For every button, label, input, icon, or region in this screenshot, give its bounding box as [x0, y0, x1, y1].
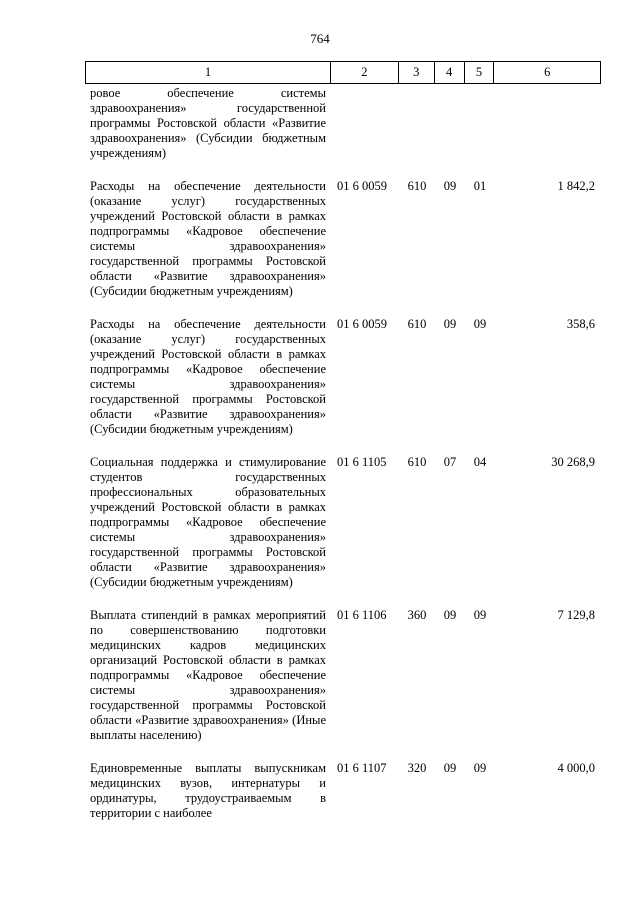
row-code: 01 6 0059	[337, 317, 387, 331]
row-amount: 358,6	[566, 317, 595, 331]
row-section: 07	[443, 455, 457, 469]
row-amount: 4 000,0	[557, 761, 595, 775]
row-subsection: 01	[473, 179, 487, 193]
row-expense-type: 360	[407, 608, 427, 622]
row-amount: 30 268,9	[551, 455, 595, 469]
header-col-4: 4	[435, 62, 465, 83]
row-code: 01 6 1106	[337, 608, 387, 622]
table-row	[85, 761, 601, 821]
row-description: Расходы на обеспечение деятельности (оказание услуг) государственных учреждений Ростовской области в рамках подпрограммы «Кадровое обеспечение системы здравоохранения» государственной программы Ростовской области «Развитие здравоохранения» (Субсидии бюджетным учреждениям)	[90, 317, 326, 436]
row-code: 01 6 1105	[337, 455, 387, 469]
row-section: 09	[443, 761, 457, 775]
table-row	[85, 455, 601, 590]
table-row	[85, 86, 601, 161]
row-expense-type: 610	[407, 317, 427, 331]
row-code: 01 6 0059	[337, 179, 387, 193]
row-description: Социальная поддержка и стимулирование студентов государственных профессиональных образовательных учреждений Ростовской области в рамках подпрограммы «Кадровое обеспечение системы здравоохранения» государственной программы Ростовской области «Развитие здравоохранения» (Субсидии бюджетным учреждениям)	[90, 455, 326, 589]
row-section: 09	[443, 608, 457, 622]
row-section: 09	[443, 317, 457, 331]
page-number: 764	[310, 31, 330, 46]
row-subsection: 04	[473, 455, 487, 469]
row-expense-type: 610	[407, 455, 427, 469]
table-row	[85, 179, 601, 299]
header-col-1: 1	[86, 62, 331, 83]
row-code: 01 6 1107	[337, 761, 387, 775]
row-subsection: 09	[473, 317, 487, 331]
row-description: ровое обеспечение системы здравоохранения» государственной программы Ростовской области «Развитие здравоохранения» (Субсидии бюджетным учреждениям)	[90, 86, 326, 160]
row-description: Расходы на обеспечение деятельности (оказание услуг) государственных учреждений Ростовской области в рамках подпрограммы «Кадровое обеспечение системы здравоохранения» государственной программы Ростовской области «Развитие здравоохранения» (Субсидии бюджетным учреждениям)	[90, 179, 326, 298]
row-expense-type: 610	[407, 179, 427, 193]
header-col-5: 5	[465, 62, 495, 83]
table-row	[85, 608, 601, 743]
budget-table	[85, 61, 601, 821]
row-subsection: 09	[473, 761, 487, 775]
table-row	[85, 317, 601, 437]
header-col-2: 2	[331, 62, 399, 83]
row-description: Единовременные выплаты выпускникам медицинских вузов, интернатуры и ординатуры, трудоустраиваемым в территории с наиболее	[90, 761, 326, 820]
row-subsection: 09	[473, 608, 487, 622]
row-expense-type: 320	[407, 761, 427, 775]
header-col-3: 3	[399, 62, 435, 83]
table-header	[85, 61, 601, 84]
row-description: Выплата стипендий в рамках мероприятий по совершенствованию подготовки медицинских кадров медицинских организаций Ростовской области в рамках подпрограммы «Кадровое обеспечение системы здравоохранения» государственной программы Ростовской области «Развитие здравоохранения» (Иные выплаты населению)	[90, 608, 326, 742]
row-amount: 7 129,8	[557, 608, 595, 622]
row-section: 09	[443, 179, 457, 193]
header-col-6: 6	[544, 65, 551, 79]
row-amount: 1 842,2	[557, 179, 595, 193]
